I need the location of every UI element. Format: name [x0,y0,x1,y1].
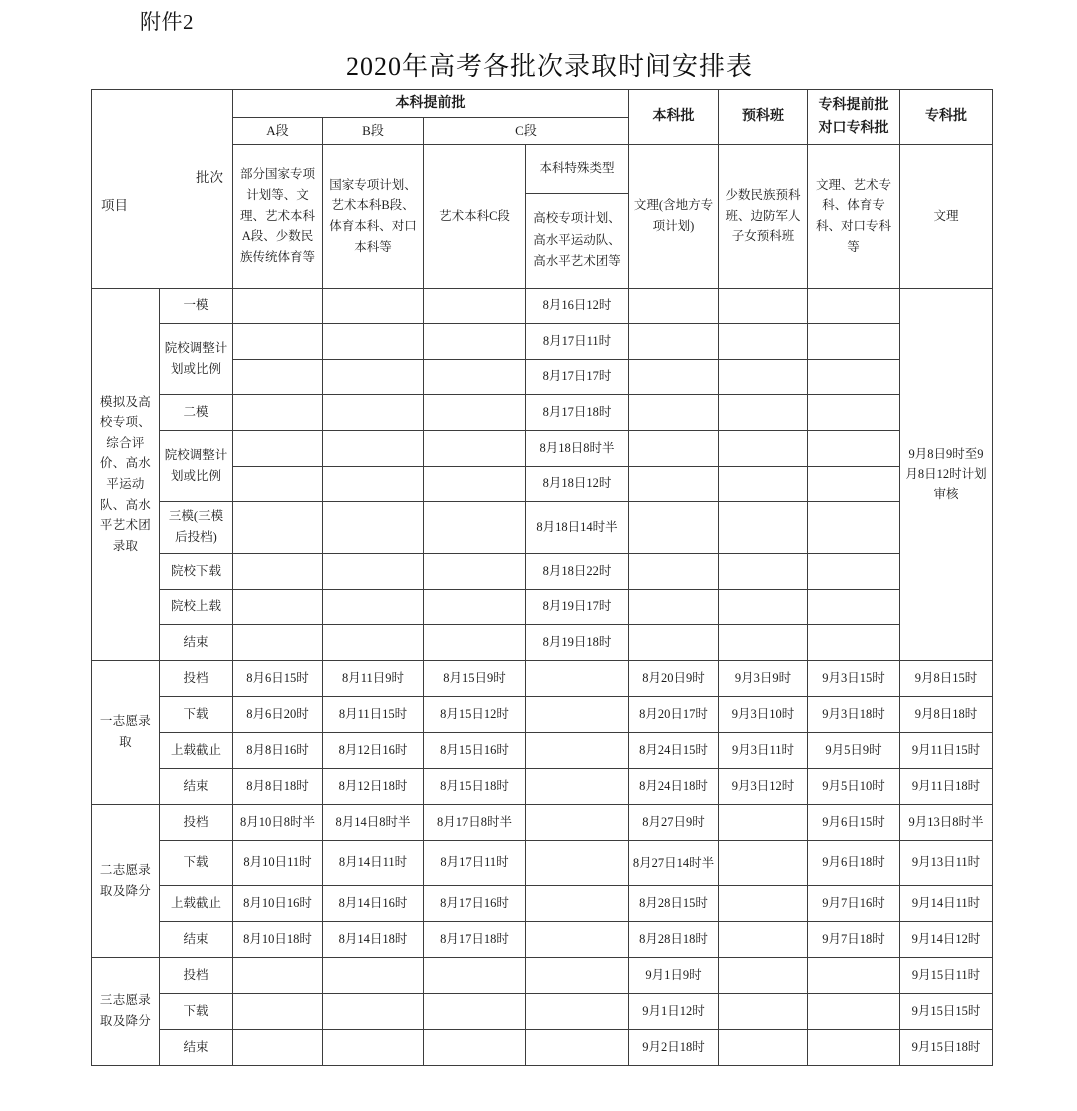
cell-benke-pi [629,323,719,359]
description-c-duan-special-wrapper [526,144,629,288]
cell-benke-pi: 8月28日18时 [629,921,719,957]
cell-zhuanke-pi: 9月8日18时 [900,696,993,732]
cell-zhuanke-tiqian [808,466,900,501]
cell-yuke-ban [719,430,808,466]
cell-zhuanke-tiqian: 9月7日18时 [808,921,900,957]
table-row [92,804,993,840]
table-row [92,501,993,553]
cell-zhuanke-tiqian [808,323,900,359]
row-label: 院校调整计划或比例 [160,323,233,394]
cell-benke-pi: 8月20日9时 [629,660,719,696]
cell-zhuanke-pi: 9月13日8时半 [900,804,993,840]
cell-a-duan [233,323,323,359]
cell-b-duan: 8月14日8时半 [323,804,424,840]
table-row [92,660,993,696]
group-header-zhuanke-pi: 专科批 [900,90,993,145]
cell-b-duan: 8月12日18时 [323,768,424,804]
table-row [92,885,993,921]
corner-item-label: 项目 [101,197,128,213]
cell-b-duan [323,624,424,660]
cell-c-duan-art [424,394,526,430]
cell-zhuanke-tiqian: 9月6日15时 [808,804,900,840]
cell-a-duan: 8月10日18时 [233,921,323,957]
cell-benke-pi [629,501,719,553]
cell-c-duan-art: 8月17日18时 [424,921,526,957]
group-header-benke-pi: 本科批 [629,90,719,145]
section-label-third-choice: 三志愿录取及降分 [92,957,160,1065]
description-c-duan-special: 高校专项计划、高水平运动队、高水平艺术团等 [533,211,621,269]
cell-yuke-ban [719,840,808,885]
cell-zhuanke-tiqian: 9月5日9时 [808,732,900,768]
table-row [92,993,993,1029]
description-a-duan: 部分国家专项计划等、文理、艺术本科A段、少数民族传统体育等 [233,144,323,288]
table-row [92,921,993,957]
cell-c-duan-special [526,885,629,921]
cell-b-duan [323,957,424,993]
cell-b-duan [323,1029,424,1065]
cell-c-duan-special: 8月16日12时 [526,288,629,323]
row-label: 二模 [160,394,233,430]
cell-b-duan [323,993,424,1029]
cell-yuke-ban [719,323,808,359]
cell-benke-pi: 9月1日12时 [629,993,719,1029]
cell-yuke-ban [719,466,808,501]
cell-zhuanke-tiqian [808,1029,900,1065]
cell-yuke-ban [719,624,808,660]
section-label-first-choice: 一志愿录取 [92,660,160,804]
cell-b-duan [323,394,424,430]
cell-zhuanke-tiqian: 9月6日18时 [808,840,900,885]
row-label: 结束 [160,1029,233,1065]
cell-benke-pi [629,288,719,323]
table-row [92,553,993,589]
attachment-label: 附件2 [140,10,194,34]
description-c-duan-art: 艺术本科C段 [424,144,526,288]
cell-a-duan: 8月10日16时 [233,885,323,921]
description-b-duan: 国家专项计划、艺术本科B段、体育本科、对口本科等 [323,144,424,288]
group-header-yuke-ban: 预科班 [719,90,808,145]
cell-c-duan-special [526,768,629,804]
cell-b-duan [323,323,424,359]
cell-c-duan-special [526,993,629,1029]
row-label: 院校上载 [160,589,233,624]
table-row [92,624,993,660]
table-row [92,288,993,323]
row-label: 结束 [160,624,233,660]
group-header-zhuanke-tiqian [808,90,900,145]
cell-zhuanke-pi: 9月15日11时 [900,957,993,993]
row-label: 投档 [160,804,233,840]
cell-benke-pi [629,359,719,394]
cell-c-duan-special: 8月17日11时 [526,323,629,359]
row-label: 上载截止 [160,732,233,768]
cell-benke-pi: 9月1日9时 [629,957,719,993]
page-title: 2020年高考各批次录取时间安排表 [345,52,753,81]
table-row [92,394,993,430]
cell-zhuanke-tiqian [808,394,900,430]
segment-header-b-duan: B段 [323,118,424,144]
cell-c-duan-art [424,624,526,660]
cell-c-duan-art [424,430,526,466]
cell-a-duan: 8月8日16时 [233,732,323,768]
cell-a-duan [233,589,323,624]
cell-c-duan-art: 8月17日11时 [424,840,526,885]
cell-a-duan [233,466,323,501]
cell-b-duan: 8月14日11时 [323,840,424,885]
cell-zhuanke-pi: 9月14日12时 [900,921,993,957]
row-label: 一模 [160,288,233,323]
corner-cell [92,90,233,289]
segment-header-benke-teshu-leixing: 本科特殊类型 [526,145,628,194]
cell-yuke-ban [719,288,808,323]
cell-c-duan-art: 8月17日8时半 [424,804,526,840]
segment-header-a-duan: A段 [233,118,323,144]
cell-yuke-ban [719,1029,808,1065]
cell-c-duan-art [424,553,526,589]
cell-benke-pi [629,394,719,430]
cell-zhuanke-pi: 9月11日15时 [900,732,993,768]
cell-zhuanke-tiqian [808,589,900,624]
cell-benke-pi: 8月24日18时 [629,768,719,804]
cell-yuke-ban [719,957,808,993]
group-header-zhuanke-tiqian-line2: 对口专科批 [818,120,889,136]
cell-b-duan: 8月12日16时 [323,732,424,768]
cell-a-duan: 8月8日18时 [233,768,323,804]
cell-b-duan: 8月14日18时 [323,921,424,957]
cell-benke-pi [629,553,719,589]
description-zhuanke-tiqian: 文理、艺术专科、体育专科、对口专科等 [808,144,900,288]
cell-c-duan-special [526,660,629,696]
description-benke-pi: 文理(含地方专项计划) [629,144,719,288]
cell-zhuanke-tiqian: 9月5日10时 [808,768,900,804]
cell-yuke-ban: 9月3日12时 [719,768,808,804]
section-label-second-choice: 二志愿录取及降分 [92,804,160,957]
cell-a-duan [233,993,323,1029]
cell-zhuanke-pi: 9月13日11时 [900,840,993,885]
cell-yuke-ban [719,501,808,553]
cell-b-duan [323,553,424,589]
cell-a-duan [233,430,323,466]
row-label: 院校下载 [160,553,233,589]
cell-c-duan-special: 8月18日14时半 [526,501,629,553]
cell-zhuanke-tiqian: 9月3日15时 [808,660,900,696]
cell-yuke-ban: 9月3日9时 [719,660,808,696]
cell-benke-pi [629,466,719,501]
cell-b-duan [323,288,424,323]
table-row [92,589,993,624]
cell-yuke-ban [719,921,808,957]
cell-c-duan-art: 8月15日12时 [424,696,526,732]
cell-yuke-ban: 9月3日11时 [719,732,808,768]
cell-yuke-ban [719,804,808,840]
cell-c-duan-special [526,957,629,993]
cell-zhuanke-tiqian [808,359,900,394]
cell-zhuanke-tiqian [808,993,900,1029]
cell-c-duan-special [526,840,629,885]
cell-a-duan [233,359,323,394]
cell-b-duan: 8月14日16时 [323,885,424,921]
cell-b-duan [323,430,424,466]
cell-c-duan-special: 8月17日18时 [526,394,629,430]
table-row [92,430,993,466]
cell-a-duan [233,288,323,323]
cell-c-duan-special [526,804,629,840]
cell-yuke-ban [719,589,808,624]
cell-yuke-ban [719,553,808,589]
cell-benke-pi: 8月27日9时 [629,804,719,840]
cell-a-duan: 8月10日8时半 [233,804,323,840]
cell-b-duan [323,589,424,624]
cell-c-duan-special [526,696,629,732]
cell-zhuanke-tiqian: 9月3日18时 [808,696,900,732]
cell-yuke-ban [719,993,808,1029]
cell-zhuanke-tiqian [808,624,900,660]
cell-benke-pi: 8月27日14时半 [629,840,719,885]
row-label: 投档 [160,660,233,696]
row-label: 下载 [160,696,233,732]
cell-yuke-ban: 9月3日10时 [719,696,808,732]
cell-b-duan: 8月11日9时 [323,660,424,696]
group-header-benke-tiqian: 本科提前批 [233,90,629,118]
section-label-simulation: 模拟及高校专项、综合评价、高水平运动队、高水平艺术团录取 [92,288,160,660]
cell-benke-pi [629,430,719,466]
table-row [92,1029,993,1065]
cell-c-duan-special: 8月18日12时 [526,466,629,501]
cell-zhuanke-pi: 9月15日15时 [900,993,993,1029]
cell-zhuanke-tiqian [808,430,900,466]
cell-zhuanke-tiqian [808,957,900,993]
row-label: 投档 [160,957,233,993]
header-row-groups [92,90,993,118]
description-zhuanke-pi: 文理 [900,144,993,288]
row-label: 结束 [160,768,233,804]
cell-yuke-ban [719,885,808,921]
cell-benke-pi: 8月24日15时 [629,732,719,768]
table-row [92,840,993,885]
cell-yuke-ban [719,394,808,430]
cell-a-duan: 8月10日11时 [233,840,323,885]
cell-c-duan-special: 8月17日17时 [526,359,629,394]
cell-benke-pi: 8月20日17时 [629,696,719,732]
table-row [92,696,993,732]
cell-zhuanke-tiqian [808,501,900,553]
cell-a-duan: 8月6日20时 [233,696,323,732]
cell-zhuanke-pi: 9月15日18时 [900,1029,993,1065]
corner-batch-label: 批次 [196,169,223,185]
cell-yuke-ban [719,359,808,394]
segment-header-c-duan: C段 [424,118,629,144]
cell-c-duan-art [424,1029,526,1065]
row-label: 三模(三模后投档) [160,501,233,553]
table-row [92,957,993,993]
cell-b-duan [323,466,424,501]
cell-a-duan [233,501,323,553]
cell-a-duan [233,553,323,589]
cell-c-duan-special [526,921,629,957]
admission-schedule-table [91,89,993,1066]
cell-c-duan-special: 8月19日18时 [526,624,629,660]
row-label: 上载截止 [160,885,233,921]
cell-zhuanke-tiqian: 9月7日16时 [808,885,900,921]
cell-c-duan-art [424,359,526,394]
description-yuke-ban: 少数民族预科班、边防军人子女预科班 [719,144,808,288]
cell-c-duan-art [424,993,526,1029]
row-label: 结束 [160,921,233,957]
cell-a-duan [233,1029,323,1065]
cell-zhuanke-tiqian [808,288,900,323]
cell-zhuanke-pi-merged: 9月8日9时至9月8日12时计划审核 [900,288,993,660]
row-label: 下载 [160,993,233,1029]
cell-b-duan [323,501,424,553]
cell-a-duan [233,624,323,660]
cell-c-duan-art [424,501,526,553]
cell-b-duan: 8月11日15时 [323,696,424,732]
cell-benke-pi: 9月2日18时 [629,1029,719,1065]
cell-zhuanke-pi: 9月8日15时 [900,660,993,696]
row-label: 院校调整计划或比例 [160,430,233,501]
cell-a-duan [233,957,323,993]
cell-c-duan-special [526,1029,629,1065]
cell-c-duan-art [424,323,526,359]
cell-zhuanke-tiqian [808,553,900,589]
cell-c-duan-art [424,589,526,624]
cell-a-duan: 8月6日15时 [233,660,323,696]
cell-zhuanke-pi: 9月14日11时 [900,885,993,921]
cell-c-duan-special [526,732,629,768]
cell-zhuanke-pi: 9月11日18时 [900,768,993,804]
cell-c-duan-special: 8月18日22时 [526,553,629,589]
cell-c-duan-art [424,466,526,501]
cell-c-duan-art [424,957,526,993]
cell-c-duan-art [424,288,526,323]
cell-c-duan-art: 8月15日18时 [424,768,526,804]
cell-benke-pi [629,589,719,624]
cell-a-duan [233,394,323,430]
cell-c-duan-special: 8月19日17时 [526,589,629,624]
group-header-zhuanke-tiqian-line1: 专科提前批 [818,97,889,113]
cell-c-duan-special: 8月18日8时半 [526,430,629,466]
cell-benke-pi: 8月28日15时 [629,885,719,921]
table-row [92,732,993,768]
row-label: 下载 [160,840,233,885]
table-row [92,323,993,359]
table-row [92,768,993,804]
cell-c-duan-art: 8月15日16时 [424,732,526,768]
cell-b-duan [323,359,424,394]
cell-c-duan-art: 8月17日16时 [424,885,526,921]
cell-c-duan-art: 8月15日9时 [424,660,526,696]
cell-benke-pi [629,624,719,660]
